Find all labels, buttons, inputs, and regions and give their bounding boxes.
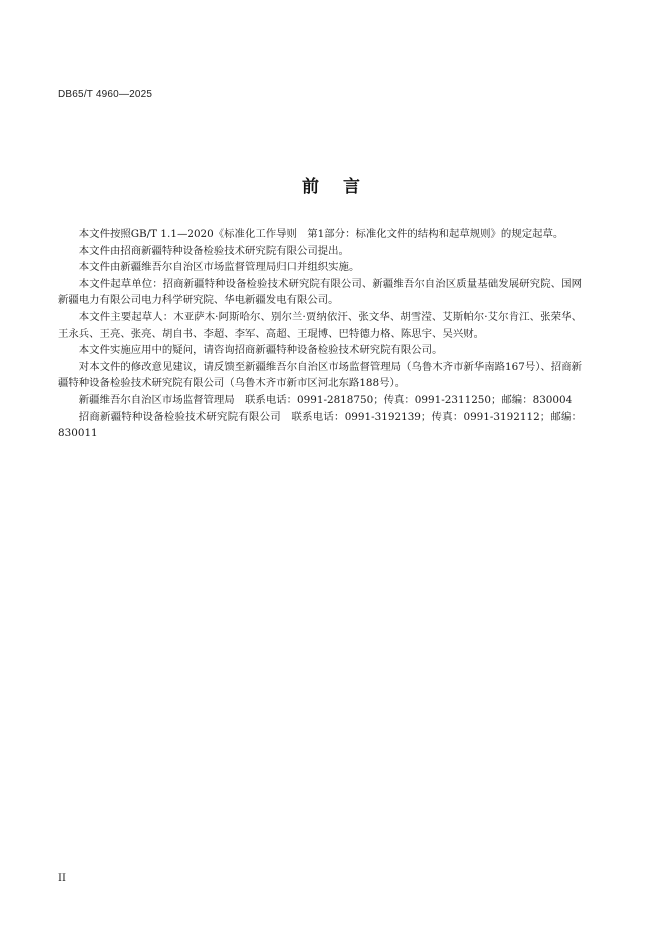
- paragraph-drafting-rules: 本文件按照GB/T 1.1—2020《标准化工作导则 第1部分：标准化文件的结构和起草规则》的规定起草。: [78, 228, 564, 240]
- paragraph-contact-bureau: 新疆维吾尔自治区市场监督管理局 联系电话：0991-2818750；传真：0991-2311250；邮编：830004: [78, 393, 573, 406]
- paragraph-feedback: 对本文件的修改意见建议，请反馈至新疆维吾尔自治区市场监督管理局（乌鲁木齐市新华南路167号）、招商新疆特种设备检验技术研究院有限公司（乌鲁木齐市新市区河北东路188号）。: [58, 360, 582, 390]
- paragraph-proposer: 本文件由招商新疆特种设备检验技术研究院有限公司提出。: [78, 244, 349, 257]
- document-code: DB65/T 4960—2025: [58, 89, 153, 100]
- paragraph-drafters: 本文件主要起草人：木亚萨木·阿斯哈尔、别尔兰·贾纳依汗、张文华、胡雪滢、艾斯帕尔·艾尔肯江、张荣华、王永兵、王亮、张亮、胡自书、李超、李军、高超、王琨博、巴特德力格、陈思宇、吴兴财。: [58, 310, 582, 340]
- paragraph-contact-institute: 招商新疆特种设备检验技术研究院有限公司 联系电话：0991-3192139；传真：0991-3192112；邮编：830011: [58, 410, 582, 440]
- paragraph-administrator: 本文件由新疆维吾尔自治区市场监督管理局归口并组织实施。: [78, 261, 360, 274]
- page-number: II: [58, 873, 66, 884]
- paragraph-drafting-units: 本文件起草单位：招商新疆特种设备检验技术研究院有限公司、新疆维吾尔自治区质量基础发展研究院、国网新疆电力有限公司电力科学研究院、华电新疆发电有限公司。: [58, 277, 582, 307]
- page-title: 前言: [302, 177, 384, 197]
- paragraph-inquiries: 本文件实施应用中的疑问，请咨询招商新疆特种设备检验技术研究院有限公司。: [78, 344, 443, 357]
- foreword-body: [58, 226, 582, 442]
